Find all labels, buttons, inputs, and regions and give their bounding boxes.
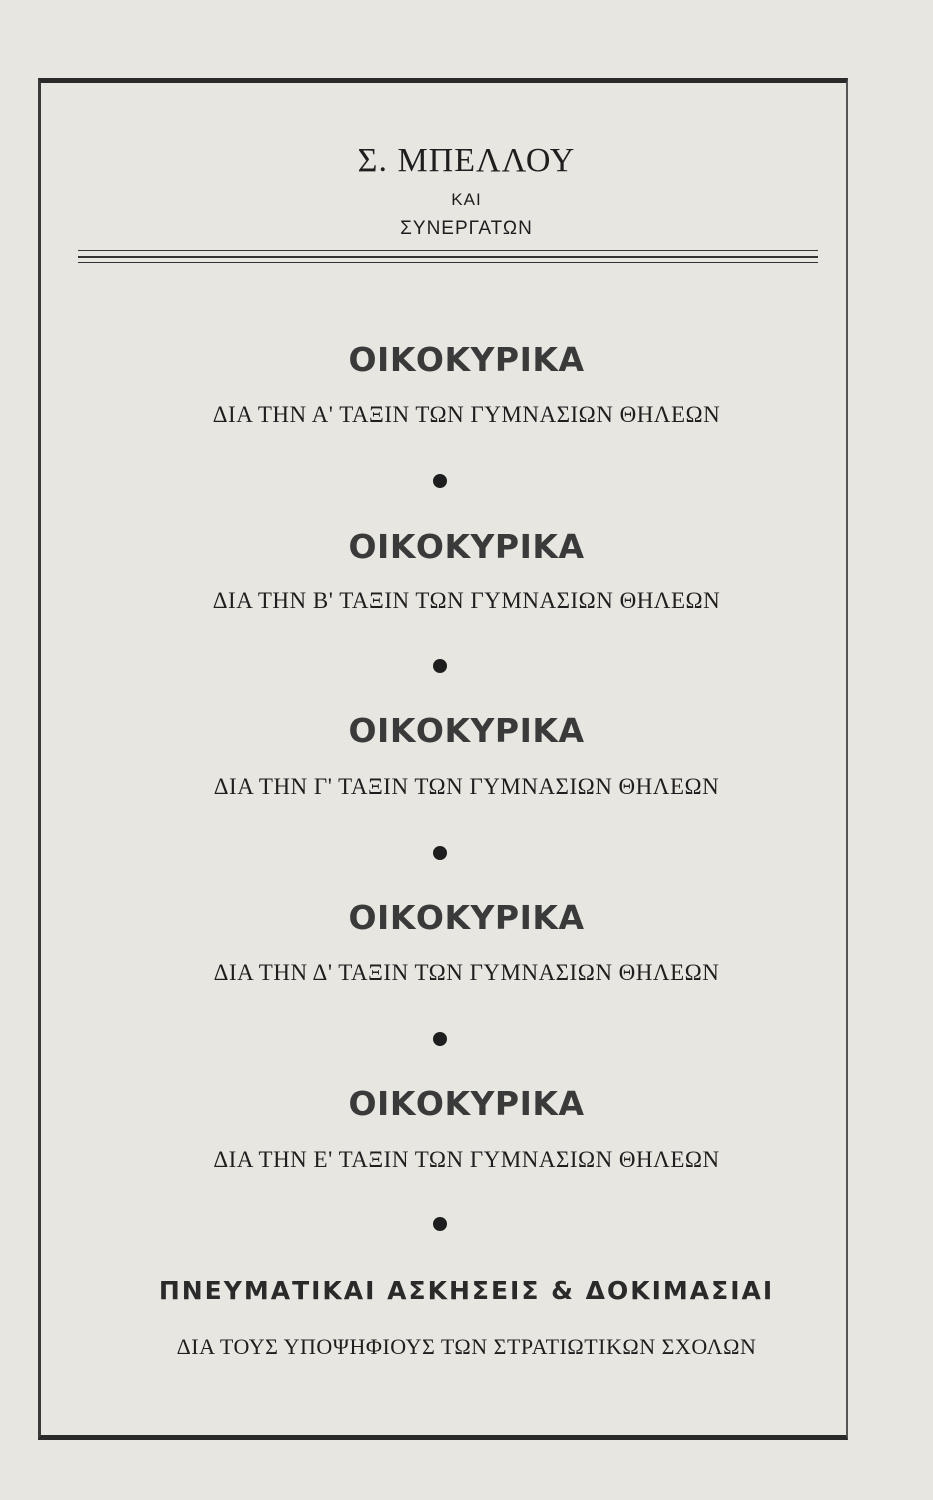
divider-line — [78, 250, 818, 251]
page-border-frame — [38, 78, 848, 1440]
bullet-separator — [433, 1217, 447, 1231]
book-title: ΟΙΚΟΚΥΡΙΚΑ — [348, 527, 585, 566]
divider-line — [78, 262, 818, 263]
publisher-name: Σ. ΜΠΕΛΛΟΥ — [357, 142, 576, 179]
book-subtitle: ΔΙΑ ΤΗΝ Γ' ΤΑΞΙΝ ΤΩΝ ΓΥΜΝΑΣΙΩΝ ΘΗΛΕΩΝ — [213, 774, 720, 799]
bullet-separator — [433, 1032, 447, 1046]
divider-line — [78, 256, 818, 258]
book-title: ΟΙΚΟΚΥΡΙΚΑ — [348, 898, 585, 937]
book-title: ΟΙΚΟΚΥΡΙΚΑ — [348, 340, 585, 379]
final-subtitle: ΔΙΑ ΤΟΥΣ ΥΠΟΨΗΦΙΟΥΣ ΤΩΝ ΣΤΡΑΤΙΩΤΙΚΩΝ ΣΧΟΛΩΝ — [176, 1334, 757, 1359]
book-title: ΟΙΚΟΚΥΡΙΚΑ — [348, 1084, 585, 1123]
publisher-and: ΚΑΙ — [451, 190, 482, 209]
bullet-separator — [433, 474, 447, 488]
book-subtitle: ΔΙΑ ΤΗΝ Δ' ΤΑΞΙΝ ΤΩΝ ΓΥΜΝΑΣΙΩΝ ΘΗΛΕΩΝ — [213, 960, 720, 985]
book-subtitle: ΔΙΑ ΤΗΝ Β' ΤΑΞΙΝ ΤΩΝ ΓΥΜΝΑΣΙΩΝ ΘΗΛΕΩΝ — [212, 588, 721, 613]
book-subtitle: ΔΙΑ ΤΗΝ Ε' ΤΑΞΙΝ ΤΩΝ ΓΥΜΝΑΣΙΩΝ ΘΗΛΕΩΝ — [213, 1147, 720, 1172]
bullet-separator — [433, 659, 447, 673]
publisher-partners: ΣΥΝΕΡΓΑΤΩΝ — [400, 218, 533, 239]
book-title: ΟΙΚΟΚΥΡΙΚΑ — [348, 711, 585, 750]
bullet-separator — [433, 846, 447, 860]
book-subtitle: ΔΙΑ ΤΗΝ Α' ΤΑΞΙΝ ΤΩΝ ΓΥΜΝΑΣΙΩΝ ΘΗΛΕΩΝ — [212, 402, 721, 427]
final-title: ΠΝΕΥΜΑΤΙΚΑΙ ΑΣΚΗΣΕΙΣ & ΔΟΚΙΜΑΣΙΑΙ — [158, 1276, 775, 1305]
